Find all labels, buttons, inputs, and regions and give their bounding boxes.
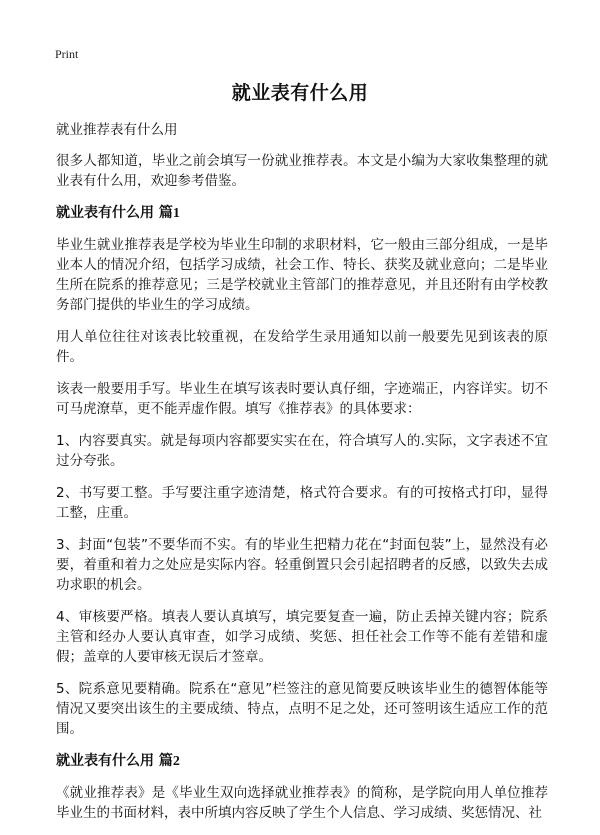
section-heading-number: 1 [172,206,180,221]
list-item: 3、封面“包装”不要华而不实。有的毕业生把精力花在“封面包装”上，显然没有必要，着重和着力之处应是实际内容。轻重倒置只会引起招聘者的反感，以致失去成功求职的机会。 [56,537,548,593]
subtitle: 就业推荐表有什么用 [56,122,178,138]
section-heading-text: 就业表有什么用 篇 [56,205,173,221]
section-heading-number: 2 [172,754,180,769]
print-label: Print [55,47,79,61]
paragraph: 《就业推荐表》是《毕业生双向选择就业推荐表》的简称，是学院向用人单位推荐毕业生的书面材料，表中所填内容反映了学生个人信息、学习成绩、奖惩情况、社 [56,785,548,821]
paragraph: 该表一般要用手写。毕业生在填写该表时要认真仔细，字迹端正，内容详实。切不可马虎潦草，更不能弄虚作假。填写《推荐表》的具体要求： [56,381,548,417]
document-body [56,120,548,835]
section-heading-text: 就业表有什么用 篇 [56,753,173,769]
list-item: 2、书写要工整。手写要注重字迹清楚，格式符合要求。有的可按格式打印，显得工整，庄重。 [56,485,548,521]
intro-paragraph: 很多人都知道，毕业之前会填写一份就业推荐表。本文是小编为大家收集整理的就业表有什么用，欢迎参考借鉴。 [56,153,548,189]
section-heading [56,203,548,224]
paragraph: 用人单位往往对该表比较重视，在发给学生录用通知以前一般要先见到该表的原件。 [56,329,548,365]
paragraph: 毕业生就业推荐表是学校为毕业生印制的求职材料，它一般由三部分组成，一是毕业本人的情况介绍，包括学习成绩，社会工作、特长、获奖及就业意向；二是毕业生所在院系的推荐意见；三是学校就业主管部门的推荐意见，并且还附有由学校教务部门提供的毕业生的学习成绩。 [56,237,548,313]
list-item: 5、院系意见要精确。院系在“意见”栏签注的意见简要反映该毕业生的德智体能等情况又要突出该生的主要成绩、特点，点明不足之处，还可签明该生适应工作的范围。 [56,681,548,737]
section-heading [56,751,548,772]
list-item: 4、审核要严格。填表人要认真填写，填完要复查一遍，防止丢掉关键内容；院系主管和经办人要认真审查，如学习成绩、奖惩、担任社会工作等不能有差错和虚假；盖章的人要审核无误后才签章。 [56,609,548,665]
page-title: 就业表有什么用 [231,82,369,104]
list-item: 1、内容要真实。就是每项内容都要实实在在，符合填写人的.实际，文字表述不宜过分夸张。 [56,433,548,469]
